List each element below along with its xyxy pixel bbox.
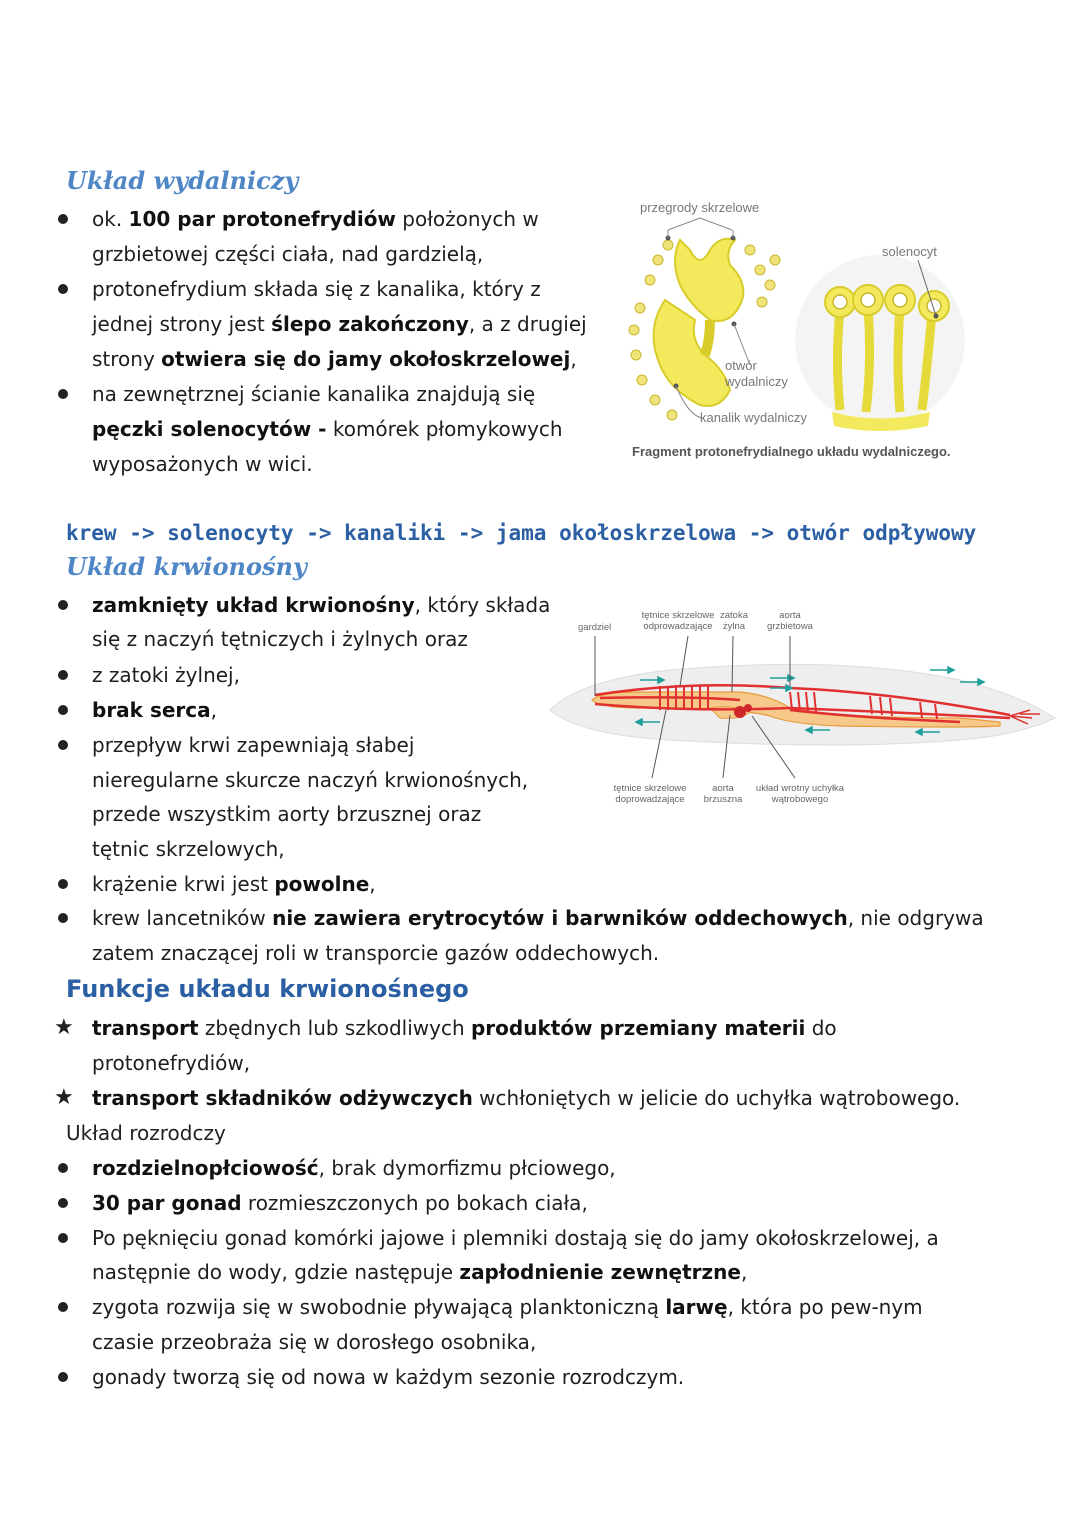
text-segment: , (570, 347, 577, 371)
label-gill-septa: przegrody skrzelowe (640, 200, 760, 215)
label-dorsal-aorta-line-1: aorta (779, 610, 801, 621)
text-segment: jednej strony jest (92, 312, 272, 336)
bullet (58, 600, 68, 610)
text-line (92, 412, 563, 446)
label-venous-sinus-line-2: żylna (722, 621, 746, 632)
text-line (92, 1360, 684, 1394)
text-line (92, 202, 539, 236)
text-line (92, 588, 550, 622)
text-line (92, 377, 535, 411)
text-line (92, 1290, 923, 1324)
bold-text: brak serca (92, 698, 211, 722)
text-segment: , brak dymorfizmu płciowego, (318, 1156, 616, 1180)
label-excretory-pore-line-2: wydalniczy (725, 374, 788, 389)
text-line (92, 832, 285, 866)
text-segment: się z naczyń tętniczych i żylnych oraz (92, 627, 468, 651)
bold-text: nie zawiera erytrocytów i barwników oddechowych (272, 906, 848, 930)
text-segment: , (210, 698, 217, 722)
text-line (92, 763, 528, 797)
label-pharynx: gardziel (578, 622, 612, 633)
bullet (58, 1372, 68, 1382)
bullet (58, 284, 68, 294)
text-line (92, 797, 481, 831)
text-segment: krew lancetników (92, 906, 273, 930)
bold-text: pęczki solenocytów - (92, 417, 327, 441)
text-segment: położonych w (395, 207, 539, 231)
text-segment: wyposażonych w wici. (92, 452, 313, 476)
text-line (92, 658, 240, 692)
protonephridia-figure (610, 190, 980, 470)
text-line (92, 342, 577, 376)
text-line (92, 1081, 960, 1115)
label-afferent-arteries-line-1: tętnice skrzelowe (613, 783, 687, 794)
label-excretory-canal: kanalik wydalniczy (700, 410, 807, 425)
text-segment: zbędnych lub szkodliwych (198, 1016, 471, 1040)
text-segment: protonefrydiów, (92, 1051, 251, 1075)
label-hepatic-portal-line-1: układ wrotny uchyłka (755, 783, 845, 794)
text-line (92, 728, 414, 762)
text-segment: nieregularne skurcze naczyń krwionośnych, (92, 768, 529, 792)
text-segment: protonefrydium składa się z kanalika, który z (92, 277, 541, 301)
label-efferent-arteries-line-1: tętnice skrzelowe (641, 610, 715, 621)
text-line (92, 622, 468, 656)
excretory-heading: Układ wydalniczy (66, 166, 299, 195)
text-segment: wchłoniętych w jelicie do uchyłka wątrobowego. (472, 1086, 961, 1110)
text-line (92, 307, 587, 341)
label-afferent-arteries-line-2: doprowadzające (615, 794, 685, 805)
label-dorsal-aorta-line-2: grzbietowa (767, 621, 813, 632)
label-hepatic-portal (748, 783, 852, 805)
text-line (92, 936, 659, 970)
text-segment: rozmieszczonych po bokach ciała, (241, 1191, 588, 1215)
label-afferent-arteries (600, 783, 700, 805)
bold-text: 30 par gonad (92, 1191, 242, 1215)
bullet (58, 740, 68, 750)
text-segment: krążenie krwi jest (92, 872, 275, 896)
bold-text: rozdzielnopłciowość (92, 1156, 319, 1180)
label-solenocyte: solenocyt (882, 244, 937, 259)
label-dorsal-aorta (762, 610, 818, 632)
label-hepatic-portal-line-2: wątrobowego (771, 794, 829, 805)
text-segment: strony (92, 347, 162, 371)
text-segment: , (369, 872, 376, 896)
text-line (92, 1151, 616, 1185)
bullet (58, 1302, 68, 1312)
text-line (92, 272, 541, 306)
reproductive-heading: Układ rozrodczy (66, 1121, 226, 1145)
text-segment: gonady tworzą się od nowa w każdym sezonie rozrodczym. (92, 1365, 685, 1389)
bold-text: powolne (274, 872, 370, 896)
text-segment: z zatoki żylnej, (92, 663, 240, 687)
text-segment: grzbietowej części ciała, nad gardzielą, (92, 242, 484, 266)
text-line (92, 1186, 588, 1220)
text-segment: komórek płomykowych (326, 417, 563, 441)
text-line (92, 447, 313, 481)
label-efferent-arteries-line-2: odprowadzające (643, 621, 713, 632)
star-bullet: ★ (54, 1085, 74, 1110)
text-segment: następnie do wody, gdzie następuje (92, 1260, 460, 1284)
bold-text: ślepo zakończony (271, 312, 469, 336)
star-bullet: ★ (54, 1015, 74, 1040)
label-venous-sinus (712, 610, 756, 632)
bold-text: otwiera się do jamy okołoskrzelowej (161, 347, 571, 371)
bold-text: transport (92, 1016, 199, 1040)
text-segment: tętnic skrzelowych, (92, 837, 285, 861)
text-line (92, 901, 984, 935)
text-segment: czasie przeobraża się w dorosłego osobnika, (92, 1330, 537, 1354)
text-segment: , który składa (414, 593, 551, 617)
bold-text: zamknięty układ krwionośny (92, 593, 415, 617)
bold-text: produktów przemiany materii (470, 1016, 806, 1040)
text-line (92, 1255, 747, 1289)
bold-text: 100 par protonefrydiów (128, 207, 396, 231)
label-excretory-pore-line-1: otwór (725, 358, 757, 373)
bold-text: larwę (665, 1295, 728, 1319)
bullet (58, 705, 68, 715)
text-segment: do (805, 1016, 837, 1040)
label-ventral-aorta-line-2: brzuszna (703, 794, 743, 805)
bullet (58, 389, 68, 399)
bullet (58, 879, 68, 889)
bullet (58, 1163, 68, 1173)
bullet (58, 214, 68, 224)
excretion-flow: krew -> solenocyty -> kanaliki -> jama okołoskrzelowa -> otwór odpływowy (66, 521, 977, 545)
text-segment: , (740, 1260, 748, 1284)
label-ventral-aorta-line-1: aorta (712, 783, 734, 794)
bold-text: zapłodnienie zewnętrzne (459, 1260, 741, 1284)
text-segment: zygota rozwija się w swobodnie pływającą planktoniczną (92, 1295, 666, 1319)
text-segment: na zewnętrznej ścianie kanalika znajdują się (92, 382, 536, 406)
text-segment: zatem znaczącej roli w transporcie gazów oddechowych. (92, 941, 660, 965)
bullet (58, 1233, 68, 1243)
text-segment: , a z drugiej (468, 312, 587, 336)
protonephridia-illustration (610, 190, 980, 470)
text-line (92, 1325, 536, 1359)
text-segment: ok. (92, 207, 129, 231)
label-excretory-pore (725, 358, 788, 390)
label-ventral-aorta (698, 783, 748, 805)
bold-text: transport składników odżywczych (92, 1086, 473, 1110)
text-segment: przepływ krwi zapewniają słabej (92, 733, 415, 757)
text-line (92, 693, 217, 727)
circulatory-heading: Układ krwionośny (66, 552, 307, 581)
bullet (58, 670, 68, 680)
text-line (92, 867, 376, 901)
text-segment: , nie odgrywa (847, 906, 984, 930)
bullet (58, 1198, 68, 1208)
text-line (92, 237, 483, 271)
bullet (58, 913, 68, 923)
lancelet-circulation-figure (540, 600, 1060, 815)
text-segment: przede wszystkim aorty brzusznej oraz (92, 802, 482, 826)
text-line (92, 1011, 837, 1045)
figure-caption: Fragment protonefrydialnego układu wydalniczego. (632, 444, 951, 459)
functions-heading: Funkcje układu krwionośnego (66, 975, 469, 1003)
text-segment: , która po pew-nym (727, 1295, 923, 1319)
label-venous-sinus-line-1: zatoka (720, 610, 748, 621)
text-line (92, 1221, 939, 1255)
text-segment: Po pęknięciu gonad komórki jajowe i plemniki dostają się do jamy okołoskrzelowej, a (92, 1226, 939, 1250)
text-line (92, 1046, 250, 1080)
